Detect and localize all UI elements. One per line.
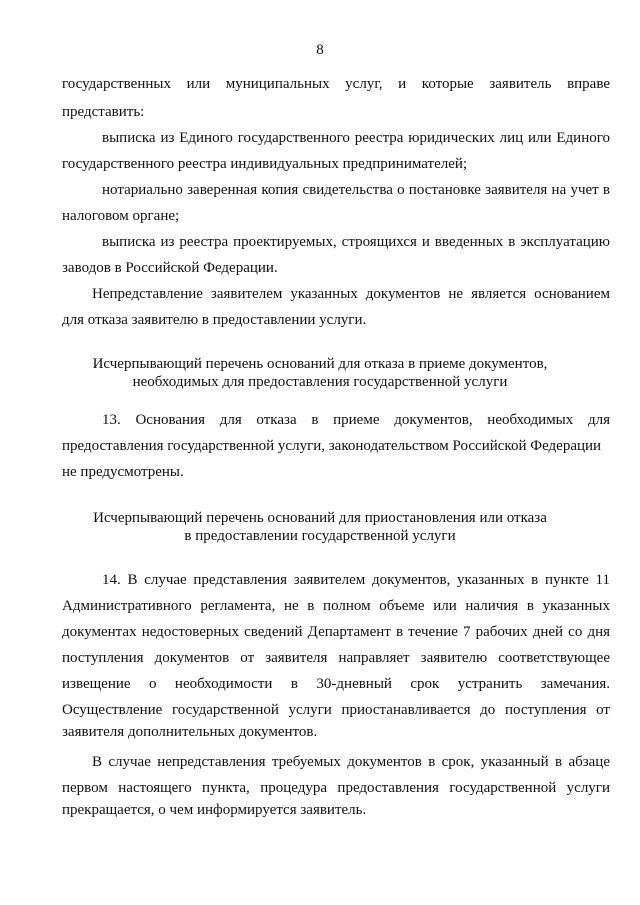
- text-line: нотариально заверенная копия свидетельства о постановке заявителя на учет в: [102, 182, 610, 198]
- page-number: 8: [316, 42, 324, 58]
- text-line: государственного реестра индивидуальных предпринимателей;: [62, 156, 468, 172]
- text-line: представить:: [62, 104, 145, 120]
- text-line: государственных или муниципальных услуг, и которые заявитель вправе: [62, 76, 610, 92]
- section-heading: необходимых для предоставления государственной услуги: [132, 374, 508, 390]
- text-line: документах недостоверных сведений Департамент в течение 7 рабочих дней со дня: [62, 624, 610, 640]
- text-line: первом настоящего пункта, процедура предоставления государственной услуги: [62, 780, 610, 796]
- text-line: выписка из Единого государственного реестра юридических лиц или Единого: [102, 130, 610, 146]
- text-line: 14. В случае представления заявителем документов, указанных в пункте 11: [102, 572, 610, 588]
- text-line: не предусмотрены.: [62, 464, 184, 480]
- text-line: Административного регламента, не в полном объеме или наличия в указанных: [62, 598, 610, 614]
- text-line: заявителя дополнительных документов.: [62, 724, 318, 740]
- text-line: Осуществление государственной услуги приостанавливается до поступления от: [62, 702, 610, 718]
- text-line: налоговом органе;: [62, 208, 180, 224]
- text-line: для отказа заявителю в предоставлении услуги.: [62, 312, 367, 328]
- text-line: выписка из реестра проектируемых, строящихся и введенных в эксплуатацию: [102, 234, 610, 250]
- text-line: Непредставление заявителем указанных документов не является основанием: [92, 286, 610, 302]
- text-line: прекращается, о чем информируется заявитель.: [62, 802, 367, 818]
- text-line: извещение о необходимости в 30-дневный срок устранить замечания.: [62, 676, 610, 692]
- text-line: 13. Основания для отказа в приеме документов, необходимых для: [102, 412, 610, 428]
- section-heading: в предоставлении государственной услуги: [184, 528, 456, 544]
- text-line: В случае непредставления требуемых документов в срок, указанный в абзаце: [92, 754, 610, 770]
- text-line: предоставления государственной услуги, законодательством Российской Федерации: [62, 438, 602, 454]
- text-line: поступления документов от заявителя направляет заявителю соответствующее: [62, 650, 610, 666]
- section-heading: Исчерпывающий перечень оснований для отказа в приеме документов,: [92, 356, 548, 372]
- section-heading: Исчерпывающий перечень оснований для приостановления или отказа: [93, 510, 547, 526]
- text-line: заводов в Российской Федерации.: [62, 260, 278, 276]
